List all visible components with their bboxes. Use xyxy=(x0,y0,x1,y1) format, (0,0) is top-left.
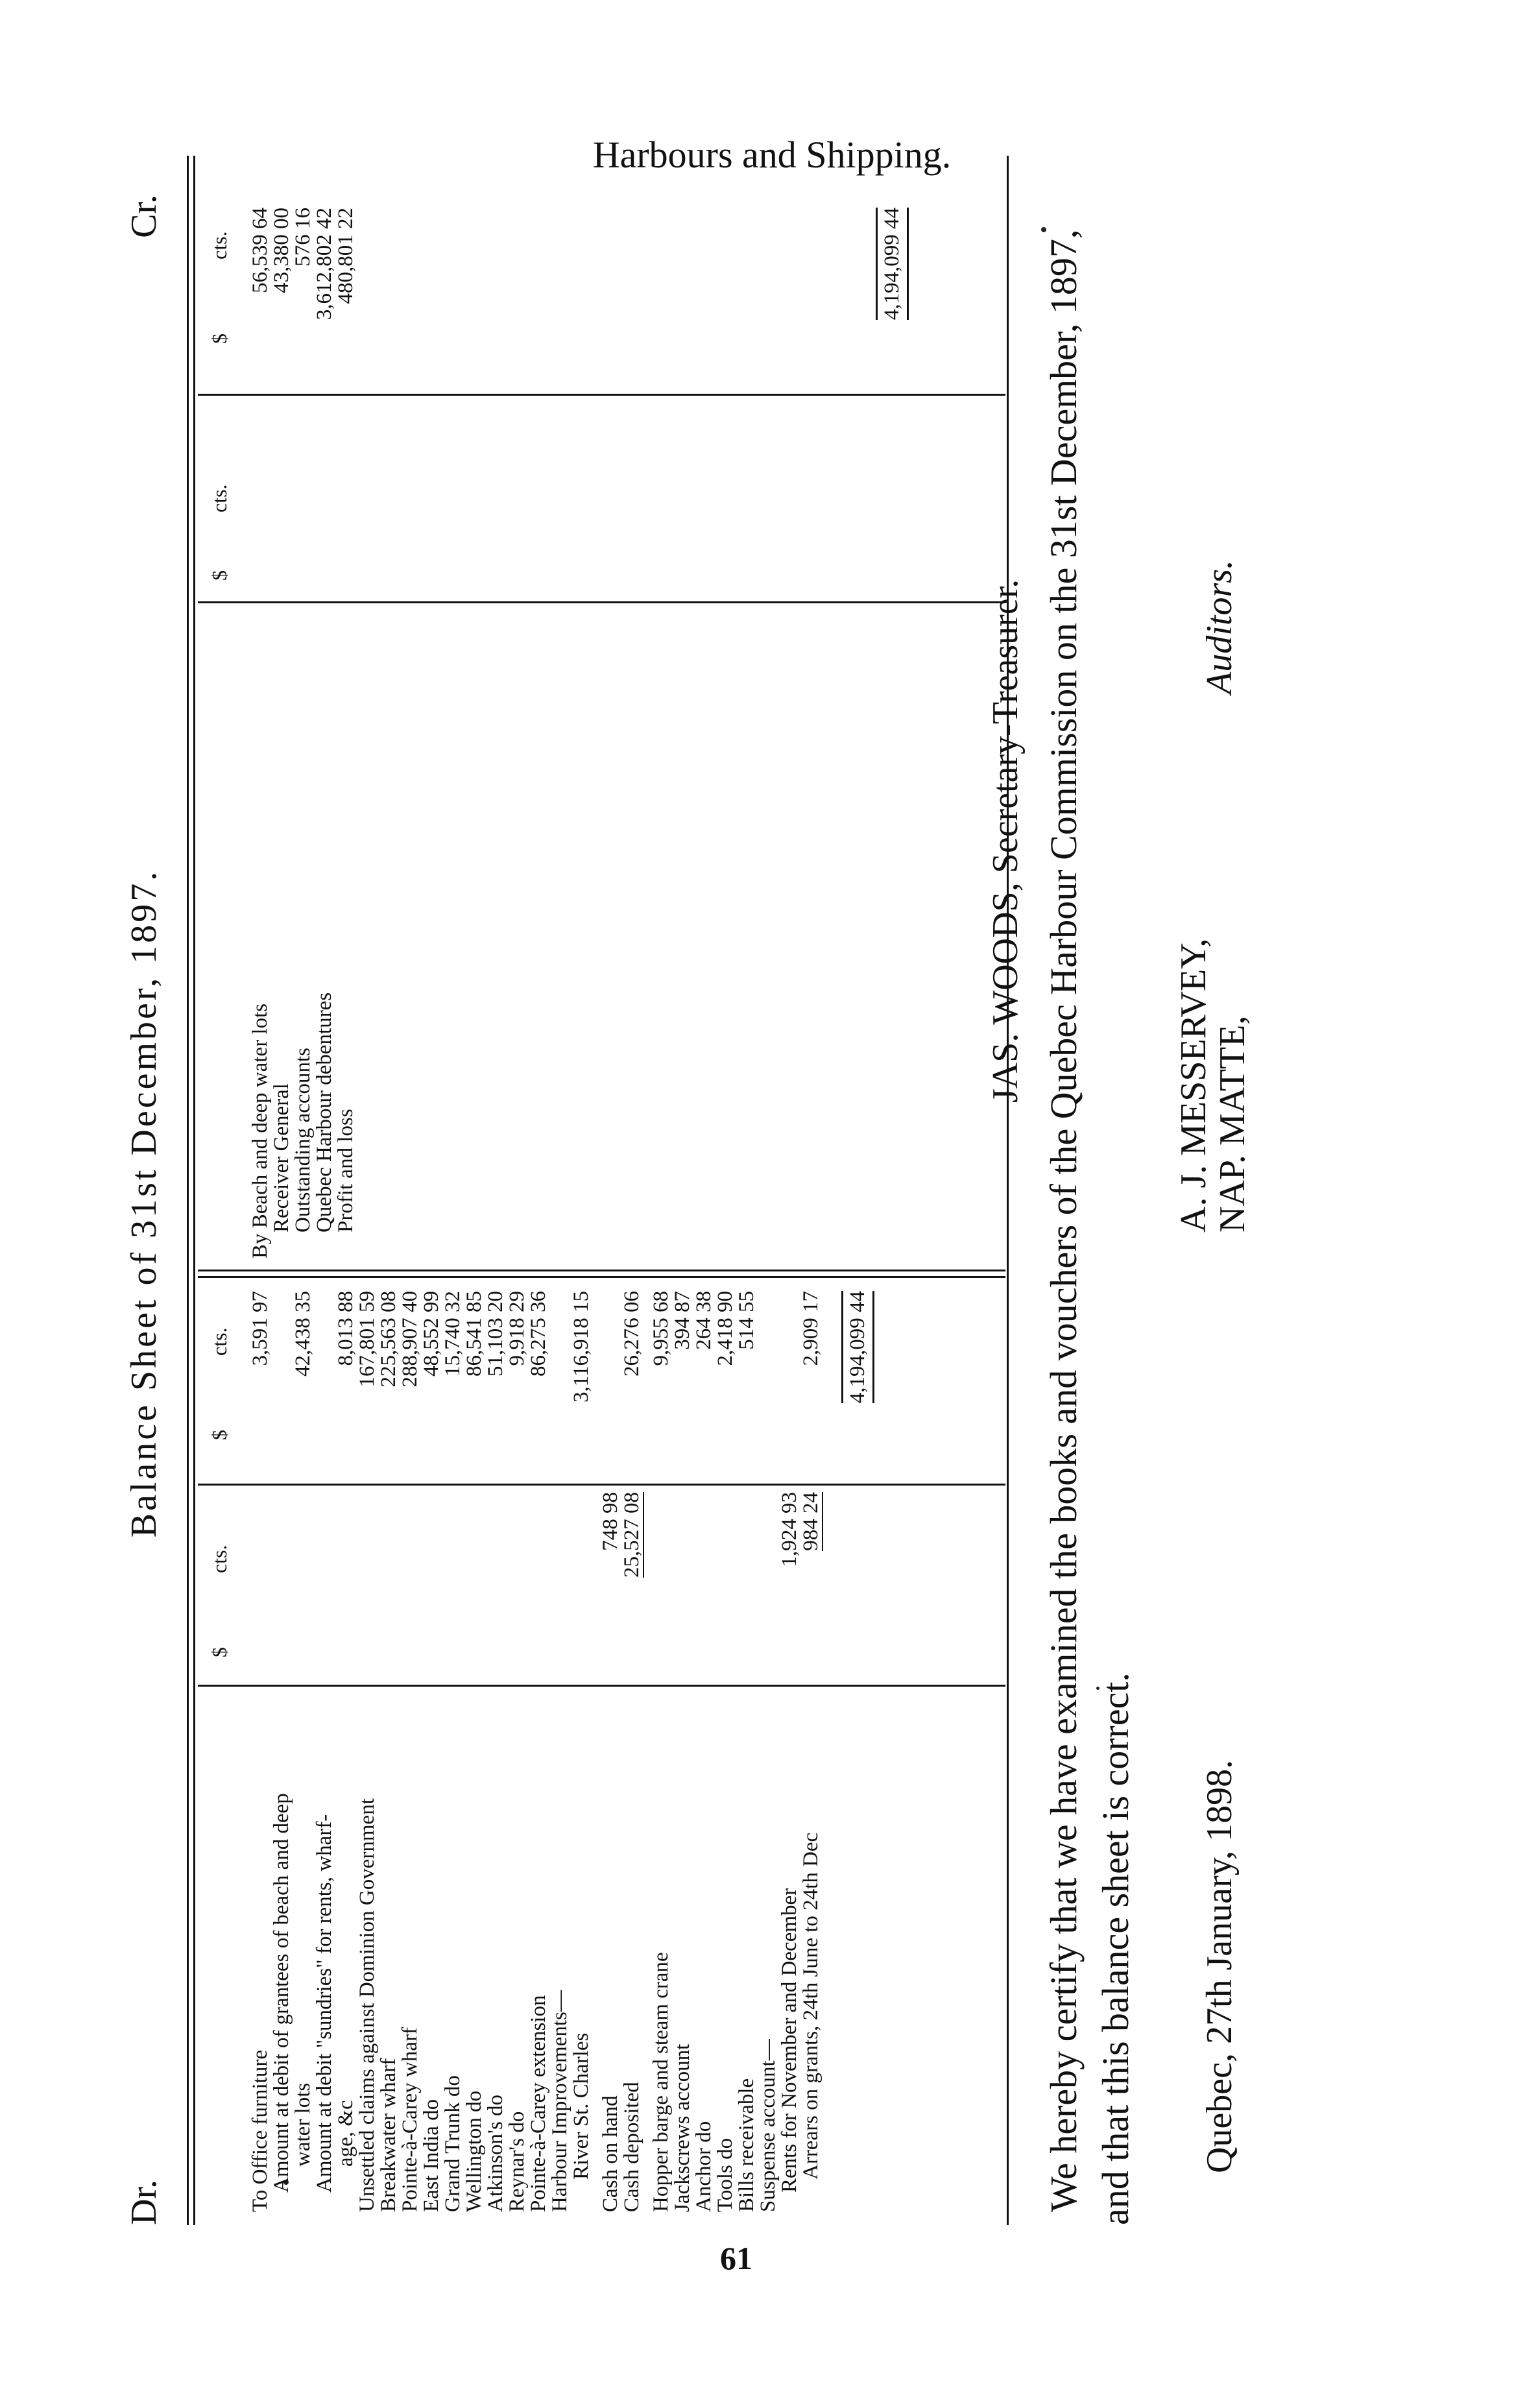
table-row: River St. Charles 3,116,918 15 xyxy=(570,1291,593,2180)
table-row: Breakwater wharf 225,563 08 xyxy=(377,1291,400,2212)
table-row: Pointe-à-Carey extension 86,275 36 xyxy=(527,1291,550,2212)
treasurer-signature: JAS. WOODS, Secretary-Treasurer. xyxy=(985,579,1026,1103)
credit-total xyxy=(876,208,904,396)
table-row: Arrears on grants, 24th June to 24th Dec 984 24 2,909 17 xyxy=(799,1291,823,2180)
auditor-names xyxy=(1174,939,1252,1233)
credit-column xyxy=(250,208,357,1258)
table-row: Grand Trunk do 15,740 32 xyxy=(441,1291,464,2212)
table-row: Suspense account— xyxy=(756,2039,780,2212)
auditors-label: Auditors. xyxy=(1199,560,1240,694)
table-row: Cash on hand 748 98 xyxy=(599,1492,622,2212)
table-row: Pointe-à-Carey wharf 288,907 40 xyxy=(398,1291,422,2212)
col-header-dollars: $ xyxy=(208,570,231,581)
col-header-dollars: $ xyxy=(208,333,231,344)
col-header-cents: cts. xyxy=(208,1327,231,1356)
table-row: Cash deposited 25,527 08 26,276 06 xyxy=(620,1291,643,2212)
certification-block xyxy=(985,182,1253,2225)
table-row: age, &c 8,013 88 xyxy=(334,1291,357,2167)
table-row: Unsettled claims against Dominion Government 167,801 59 xyxy=(355,1291,379,2212)
table-row: Hopper barge and steam crane 9,955 68 xyxy=(649,1291,673,2212)
balance-sheet xyxy=(104,143,1253,2264)
col-header-cents: cts. xyxy=(208,231,231,259)
top-rule xyxy=(187,156,189,2225)
table-row: By Beach and deep water lots 56,539 64 xyxy=(248,208,272,1258)
table-row: Atkinson's do 51,103 20 xyxy=(484,1291,507,2212)
col-header-dollars: $ xyxy=(208,1647,231,1657)
table-total-row: 4,194,099 44 xyxy=(841,1278,863,2212)
table-row: Profit and loss 480,801 22 xyxy=(334,208,357,1233)
table-row: Amount at debit of grantees of beach and deep xyxy=(270,1793,293,2193)
table-row: Bills receivable 514 55 xyxy=(735,1291,758,2212)
table-title: Balance Sheet of 31st December, 1897. xyxy=(124,869,164,1538)
table-row: Reynar's do 9,918 29 xyxy=(505,1291,529,2212)
table-row: Tools do 2,418 90 xyxy=(714,1291,737,2212)
table-title-bar xyxy=(104,143,182,2264)
date-line: Quebec, 27th January, 1898. xyxy=(1199,1759,1240,2173)
table-row: Anchor do 264 38 xyxy=(692,1291,715,2212)
certificate-text: We hereby certify that we have examined the books and vouchers of the Quebec Harbour Commission on the 31st December, 1897, and that this balance sheet is correct. xyxy=(1042,229,1136,2225)
page-number: 61 xyxy=(720,2240,752,2276)
table-row: To Office furniture 3,591 97 xyxy=(248,1291,272,2212)
credit-heading: Cr. xyxy=(124,195,164,238)
table-total-row: 4,194,099 44 xyxy=(876,208,897,396)
table-row: Rents for November and December 1,924 93 xyxy=(778,1492,801,2193)
column-divider xyxy=(198,1270,1005,1271)
table-row: Receiver General 43,380 00 xyxy=(270,208,293,1233)
auditor-name: NAP. MATTE, xyxy=(1212,1015,1253,1233)
auditor-name: A. J. MESSERVEY, xyxy=(1173,938,1214,1233)
table-row: Amount at debit "sundries" for rents, wharf- xyxy=(313,1814,336,2193)
table-row: Jackscrews account 394 87 xyxy=(671,1291,694,2212)
table-row: Harbour Improvements— xyxy=(548,1990,571,2212)
bottom-rule xyxy=(1007,156,1009,2225)
table-row: East India do 48,552 99 xyxy=(420,1291,443,2212)
table-row: water lots 42,438 35 xyxy=(291,1291,315,2167)
running-header: Harbours and Shipping. xyxy=(592,134,952,176)
table-row: Wellington do 86,541 85 xyxy=(463,1291,486,2212)
col-header-cents: cts. xyxy=(208,484,231,512)
table-row: Outstanding accounts 576 16 xyxy=(291,208,315,1233)
debit-column xyxy=(248,1278,869,2212)
col-header-cents: cts. xyxy=(208,1545,231,1573)
debit-heading: Dr. xyxy=(124,2180,164,2225)
col-header-dollars: $ xyxy=(208,1430,231,1440)
top-rule xyxy=(193,156,195,2225)
table-row: Quebec Harbour debentures 3,612,802 42 xyxy=(313,208,336,1233)
